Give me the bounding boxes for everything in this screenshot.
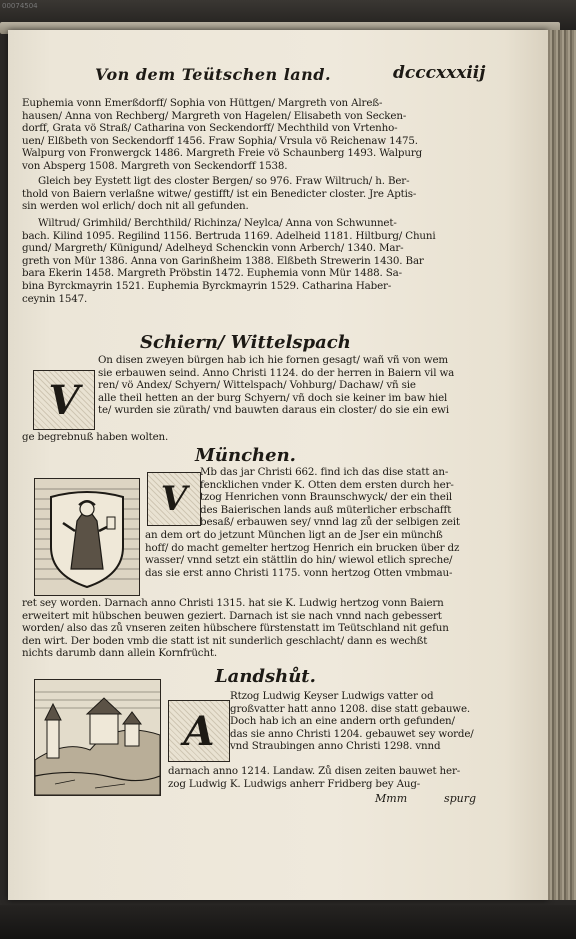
folio-number: dcccxxxiij xyxy=(393,63,486,83)
schiern-paragraph-end xyxy=(22,431,497,444)
text-line: Doch hab ich an eine andern orth gefunden/ xyxy=(230,715,455,728)
muenchen-paragraph-end xyxy=(22,597,500,660)
text-line: te/ wurden sie zürath/ vnd bauwten daraus ein closter/ do sie ein ewi xyxy=(98,404,449,417)
text-line: großvatter hatt anno 1208. dise statt gebauwe. xyxy=(230,702,471,715)
text-line: zog Ludwig K. Ludwigs anherr Fridberg bey Aug- xyxy=(168,777,421,790)
text-line: hoff/ do macht gemelter hertzog Henrich ein brucken über dz xyxy=(145,541,460,554)
book-page-stack xyxy=(548,30,576,900)
text-line: vnd Straubingen anno Christi 1298. vnnd xyxy=(230,740,441,753)
munich-coat-of-arms-woodcut xyxy=(34,478,140,596)
text-line: ret sey worden. Darnach anno Christi 1315. hat sie K. Ludwig hertzog vonn Baiern xyxy=(22,597,444,609)
text-line: hausen/ Anna von Rechberg/ Margreth von Hagelen/ Elisabeth von Secken- xyxy=(22,109,407,122)
landshut-paragraph xyxy=(230,690,500,753)
text-line: das sie anno Christi 1204. gebauwet sey worde/ xyxy=(230,727,474,740)
text-line: den wirt. Der boden vmb die statt ist nit sunderlich geschlacht/ dann es wechßt xyxy=(22,634,428,647)
muenchen-paragraph-cont xyxy=(145,529,500,579)
text-line: von Absperg 1508. Margreth von Seckendorff 1538. xyxy=(22,159,288,172)
text-line: fencklichen vnder K. Otten dem ersten durch her- xyxy=(200,478,454,491)
text-line: Gleich bey Eystett ligt des closter Bergen/ so 976. Fraw Wiltruch/ h. Ber- xyxy=(38,175,410,187)
landshut-paragraph-end xyxy=(168,765,488,790)
section-heading-schiern: Schiern/ Wittelspach xyxy=(140,332,351,353)
muenchen-paragraph xyxy=(200,466,500,529)
running-head: Von dem Teütschen land. xyxy=(95,65,332,84)
text-line: bina Byrckmayrin 1521. Euphemia Byrckmayrin 1529. Catharina Haber- xyxy=(22,279,392,292)
text-line: erweitert mit hübschen beuwen geziert. Darnach ist sie nach vnnd nach gebessert xyxy=(22,609,442,622)
text-line: Rtzog Ludwig Keyser Ludwigs vatter od xyxy=(230,690,434,702)
scan-frame-bottom xyxy=(0,905,576,939)
text-line: alle theil hetten an der burg Schyern/ vñ doch sie keiner im baw hiel xyxy=(98,391,448,404)
text-line: des Baierischen lands auß müterlicher erbschafft xyxy=(200,503,452,516)
text-line: nichts darumb dann allein Kornfrücht. xyxy=(22,647,218,660)
text-line: Wiltrud/ Grimhild/ Berchthild/ Richinza/ Neylca/ Anna von Schwunnet- xyxy=(38,217,397,229)
decorated-initial: V xyxy=(33,370,95,430)
text-line: ceynin 1547. xyxy=(22,292,88,305)
text-line: gund/ Margreth/ Künigund/ Adelheyd Schenckin vonn Arberch/ 1340. Mar- xyxy=(22,242,404,255)
decorated-initial: A xyxy=(168,700,230,762)
text-line: ren/ vö Andex/ Schyern/ Wittelspach/ Vohburg/ Dachaw/ vñ sie xyxy=(98,379,416,392)
text-line: On disen zweyen bürgen hab ich hie fornen gesagt/ wañ vñ von wem xyxy=(98,354,449,366)
text-line: sin werden wol erlich/ doch nit all gefunden. xyxy=(22,200,249,213)
text-line: wasser/ vnnd setzt ein stättlin do hin/ wiewol etlich spreche/ xyxy=(145,554,453,567)
abbess-list-1 xyxy=(22,97,497,173)
text-line: das sie erst anno Christi 1175. vonn hertzog Otten vmbmau- xyxy=(145,566,453,579)
town-landscape-icon xyxy=(35,680,160,795)
text-line: besaß/ erbauwen sey/ vnnd lag zů der selbigen zeit xyxy=(200,516,460,529)
text-line: thold von Baiern verlaßne witwe/ gestifft/ ist ein Benedicter closter. Jre Aptis- xyxy=(22,187,417,200)
landshut-town-woodcut xyxy=(34,679,161,796)
bergen-paragraph xyxy=(22,175,497,213)
monk-emblem-icon xyxy=(35,479,139,595)
decorated-initial: V xyxy=(147,472,201,526)
text-line: worden/ also das zů vnseren zeiten hübschere fürstenstatt im Teütschland nit gefun xyxy=(22,622,449,635)
text-line: Walpurg von Fronwergck 1486. Margreth Freie vö Schaunberg 1493. Walpurg xyxy=(22,147,423,160)
text-line: Euphemia vonn Emerßdorff/ Sophia von Hüttgen/ Margreth von Alreß- xyxy=(22,97,383,109)
catchword: spurg xyxy=(444,792,477,805)
section-heading-muenchen: München. xyxy=(195,445,296,466)
schiern-paragraph xyxy=(98,354,498,417)
text-line: ge begrebnuß haben wolten. xyxy=(22,431,169,443)
signature-mark: Mmm xyxy=(375,792,408,805)
abbess-list-2 xyxy=(22,217,497,305)
text-line: an dem ort do jetzunt München ligt an de Jser ein münchß xyxy=(145,529,443,541)
text-line: Mb das jar Christi 662. find ich das dise statt an- xyxy=(200,466,449,478)
text-line: uen/ Elßbeth von Seckendorff 1456. Fraw Sophia/ Vrsula vö Reichenaw 1475. xyxy=(22,134,418,147)
text-line: dorff, Grata vö Straß/ Catharina von Seckendorff/ Mechthild von Vrtenho- xyxy=(22,122,398,135)
scan-id: 00074504 xyxy=(2,2,38,10)
text-line: tzog Henrichen vonn Braunschwyck/ der ein theil xyxy=(200,491,453,504)
text-line: sie erbauwen seind. Anno Christi 1124. do der herren in Baiern vil wa xyxy=(98,366,455,379)
text-line: darnach anno 1214. Landaw. Zů disen zeiten bauwet her- xyxy=(168,765,461,777)
text-line: greth von Mür 1386. Anna von Garinßheim 1388. Elßbeth Strewerin 1430. Bar xyxy=(22,254,424,267)
section-heading-landshut: Landshůt. xyxy=(215,666,316,687)
text-line: bara Ekerin 1458. Margreth Pröbstin 1472. Euphemia vonn Mür 1488. Sa- xyxy=(22,267,402,280)
text-line: bach. Kilind 1095. Regilind 1156. Bertruda 1169. Adelheid 1181. Hiltburg/ Chuni xyxy=(22,229,436,242)
